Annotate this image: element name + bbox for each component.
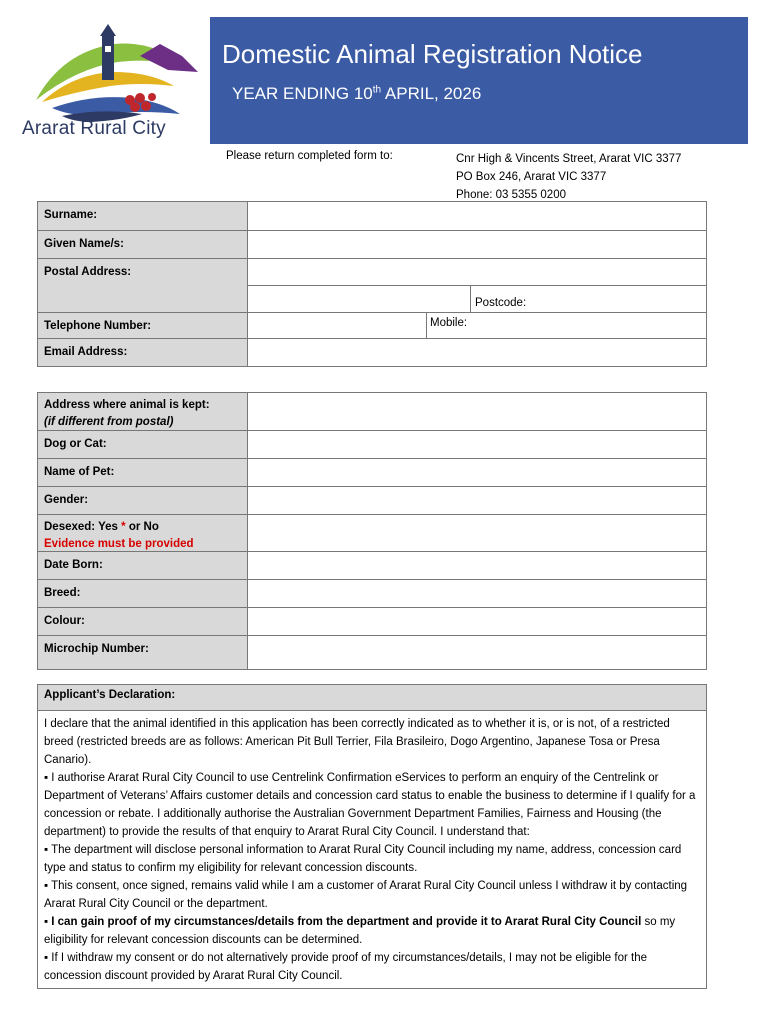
telephone-label: Telephone Number: — [38, 313, 248, 338]
postal-address-field[interactable] — [248, 259, 706, 312]
pet-name-label: Name of Pet: — [38, 459, 248, 486]
title-banner — [210, 17, 748, 144]
evidence-note: Evidence must be provided — [44, 538, 194, 550]
email-label: Email Address: — [38, 339, 248, 366]
postal-address-label: Postal Address: — [38, 259, 248, 312]
given-name-field[interactable] — [248, 231, 706, 258]
declaration-heading: Applicant’s Declaration: — [38, 685, 706, 711]
postcode-label: Postcode: — [475, 297, 527, 309]
breed-label: Breed: — [38, 580, 248, 607]
surname-label: Surname: — [38, 202, 248, 230]
date-born-label: Date Born: — [38, 552, 248, 579]
year-ending: YEAR ENDING 10th APRIL, 2026 — [232, 84, 482, 103]
pet-name-field[interactable] — [248, 459, 706, 486]
page-title: Domestic Animal Registration Notice — [222, 39, 643, 69]
declaration-body: I declare that the animal identified in this application has been correctly indicated as to whether it is, or is not, of a restricted breed (restricted breeds are as follows: American Pit Bull Terrier, Fila Brasileiro, Dogo Argentino, Japanese Tosa or Presa Canario). ▪ I authorise Ararat Rural City Council to use Centrelink Confirmation eServices to perform an enquiry of the Centrelink or Department of Veterans’ Affairs customer details and concession card status to enable the business to determine if I qualify for a concession or rebate. I additionally authorise the Australian Government Department Families, Fairness and Housing (the department) to provide the results of that enquiry to Ararat Rural City Council. I understand that: ▪ The department will disclose personal information to Ararat Rural City Council including my name, address, concession card type and status to confirm my eligibility for relevant concession discounts. ▪ This consent, once signed, remains valid while I am a customer of Ararat Rural City Council unless I withdraw it by contacting Ararat Rural City Council or the department. ▪ I can gain proof of my circumstances/details from the department and provide it to Ararat Rural City Council so my eligibility for relevant concession discounts can be determined. ▪ If I withdraw my consent or do not alternatively provide proof of my circumstances/details, I may not be eligible for the concession discount provided by Ararat Rural City Council. — [44, 718, 696, 982]
mobile-label: Mobile: — [430, 317, 468, 329]
applicant-declaration — [37, 684, 707, 989]
surname-field[interactable] — [248, 202, 706, 230]
colour-label: Colour: — [38, 608, 248, 635]
gender-field[interactable] — [248, 487, 706, 514]
colour-field[interactable] — [248, 608, 706, 635]
owner-details-table — [37, 201, 707, 367]
given-name-label: Given Name/s: — [38, 231, 248, 258]
logo-text: Ararat Rural City — [22, 118, 166, 139]
gender-label: Gender: — [38, 487, 248, 514]
microchip-field[interactable] — [248, 636, 706, 669]
breed-field[interactable] — [248, 580, 706, 607]
return-label: Please return completed form to: — [226, 150, 393, 162]
return-address: Cnr High & Vincents Street, Ararat VIC 3377 PO Box 246, Ararat VIC 3377 Phone: 03 5355 0200 — [456, 153, 682, 201]
animal-details-table — [37, 392, 707, 670]
dog-or-cat-label: Dog or Cat: — [38, 431, 248, 458]
dog-or-cat-field[interactable] — [248, 431, 706, 458]
address-kept-label: Address where animal is kept: (if different from postal) — [38, 393, 248, 430]
email-field[interactable] — [248, 339, 706, 366]
desexed-label: Desexed: Yes * or No Evidence must be provided — [38, 515, 248, 551]
telephone-field[interactable] — [248, 313, 706, 338]
date-born-field[interactable] — [248, 552, 706, 579]
desexed-field[interactable] — [248, 515, 706, 551]
address-kept-field[interactable] — [248, 393, 706, 430]
microchip-label: Microchip Number: — [38, 636, 248, 669]
